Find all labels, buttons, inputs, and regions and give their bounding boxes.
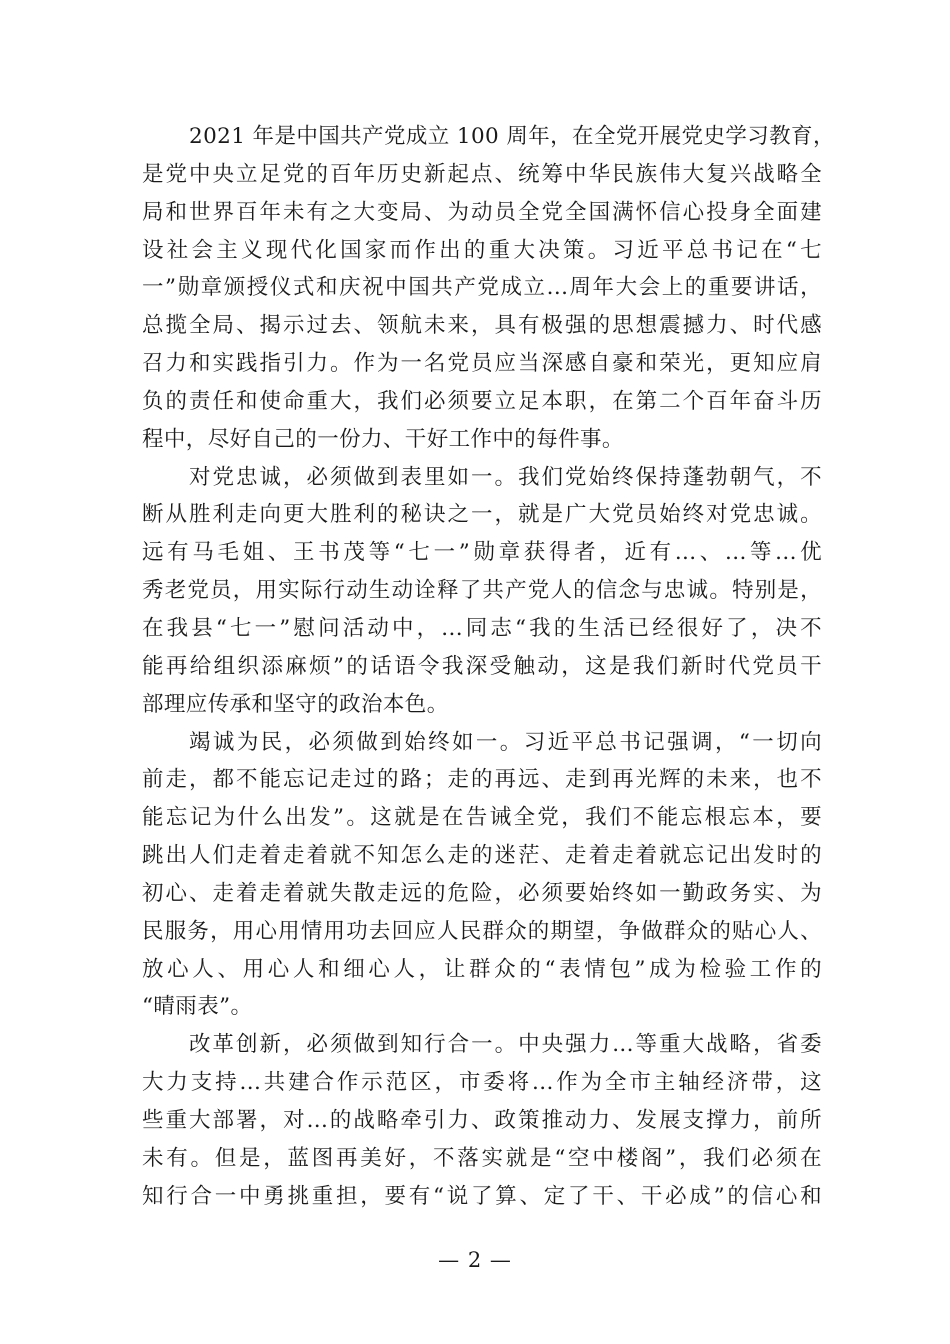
text-line: 跳出人们走着走着就不知怎么走的迷茫、走着走着就忘记出发时的	[142, 843, 822, 869]
text-line: 前走，都不能忘记走过的路；走的再远、走到再光辉的未来，也不	[142, 767, 822, 793]
text-line: “晴雨表”。	[142, 994, 253, 1020]
paragraph	[142, 118, 835, 459]
text-line: 对党忠诚，必须做到表里如一。我们党始终保持蓬勃朝气，不	[189, 464, 822, 490]
text-line: 断从胜利走向更大胜利的秘诀之一，就是广大党员始终对党忠诚。	[142, 502, 822, 528]
paragraph	[142, 459, 822, 724]
text-line: 总揽全局、揭示过去、领航未来，具有极强的思想震撼力、时代感	[142, 313, 822, 339]
text-line: 部理应传承和坚守的政治本色。	[142, 691, 449, 717]
paragraph	[142, 724, 822, 1027]
text-line: 程中，尽好自己的一份力、干好工作中的每件事。	[142, 426, 624, 452]
text-line: 初心、走着走着就失散走远的危险，必须要始终如一勤政务实、为	[142, 880, 822, 906]
text-line: 放心人、用心人和细心人，让群众的“表情包”成为检验工作的	[142, 956, 822, 982]
paragraph	[142, 1026, 822, 1215]
text-line: 召力和实践指引力。作为一名党员应当深感自豪和荣光，更知应肩	[142, 351, 822, 377]
text-line: 2021 年是中国共产党成立 100 周年，在全党开展党史学习教育，	[189, 124, 835, 149]
text-line: 大力支持...共建合作示范区，市委将...作为全市主轴经济带，这	[142, 1070, 822, 1096]
text-line: 是党中央立足党的百年历史新起点、统筹中华民族伟大复兴战略全	[142, 161, 822, 187]
text-line: 能忘记为什么出发”。这就是在告诫全党，我们不能忘根忘本，要	[142, 805, 822, 831]
text-line: 一”勋章颁授仪式和庆祝中国共产党成立...周年大会上的重要讲话，	[142, 275, 822, 301]
text-line: 民服务，用心用情用功去回应人民群众的期望，争做群众的贴心人、	[142, 918, 822, 944]
text-line: 些重大部署，对...的战略牵引力、政策推动力、发展支撑力，前所	[142, 1107, 822, 1133]
text-line: 远有马毛姐、王书茂等“七一”勋章获得者，近有...、...等...优	[142, 540, 822, 566]
text-line: 能再给组织添麻烦”的话语令我深受触动，这是我们新时代党员干	[142, 653, 822, 679]
page-number: — 2 —	[438, 1248, 512, 1272]
text-line: 秀老党员，用实际行动生动诠释了共产党人的信念与忠诚。特别是，	[142, 578, 822, 604]
text-line: 竭诚为民，必须做到始终如一。习近平总书记强调，“一切向	[189, 729, 822, 755]
text-line: 改革创新，必须做到知行合一。中央强力...等重大战略，省委	[189, 1032, 822, 1058]
text-line: 设社会主义现代化国家而作出的重大决策。习近平总书记在“七	[142, 237, 822, 263]
document-body	[142, 118, 835, 1215]
text-line: 未有。但是，蓝图再美好，不落实就是“空中楼阁”，我们必须在	[142, 1145, 822, 1171]
text-line: 负的责任和使命重大，我们必须要立足本职，在第二个百年奋斗历	[142, 388, 822, 414]
text-line: 在我县“七一”慰问活动中，...同志“我的生活已经很好了，决不	[142, 615, 822, 641]
text-line: 知行合一中勇挑重担，要有“说了算、定了干、干必成”的信心和	[142, 1183, 822, 1209]
text-line: 局和世界百年未有之大变局、为动员全党全国满怀信心投身全面建	[142, 199, 822, 225]
